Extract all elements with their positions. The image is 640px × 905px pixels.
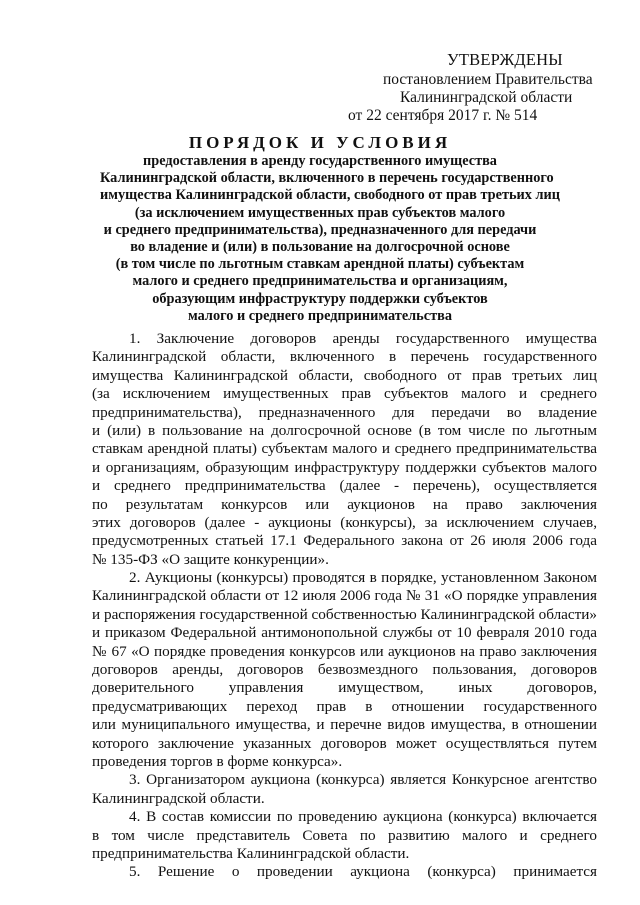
paragraph-1-line: имущества Калининградской области, свободного от прав третьих лиц bbox=[92, 366, 597, 384]
paragraph-1-line: Калининградской области, включенного в перечень государственного bbox=[92, 348, 597, 366]
paragraph-4-line: в том числе представитель Совета по развитию малого и среднего bbox=[92, 826, 597, 844]
paragraph-1-line: предпринимательства), предназначенного для передачи во владение bbox=[92, 403, 597, 421]
document-body bbox=[92, 330, 597, 882]
subtitle-line: (в том числе по льготным ставкам арендной платы) субъектам bbox=[115, 256, 525, 273]
paragraph-2-line: и распоряжения государственной собственностью Калининградской области» bbox=[92, 605, 597, 623]
approval-title: УТВЕРЖДЕНЫ bbox=[447, 50, 563, 69]
paragraph-2-line: договоров аренды, договоров безвозмездного пользования, договоров bbox=[92, 661, 597, 679]
paragraph-3-line: Калининградской области. bbox=[92, 789, 265, 807]
paragraph-4-line: предпринимательства Калининградской области. bbox=[92, 844, 410, 862]
paragraph-1-line: и организациям, образующим инфраструктуру поддержки субъектов малого bbox=[92, 458, 597, 476]
paragraph-2-line: и приказом Федеральной антимонопольной службы от 10 февраля 2010 года bbox=[92, 624, 597, 642]
paragraph-1-line: предусмотренных статьей 17.1 Федерального закона от 26 июля 2006 года bbox=[92, 532, 597, 550]
paragraph-1-line: № 135-ФЗ «О защите конкуренции». bbox=[92, 550, 329, 568]
subtitle-line: предоставления в аренду государственного имущества bbox=[143, 153, 497, 169]
subtitle-line: малого и среднего предпринимательства bbox=[188, 307, 452, 324]
paragraph-1-line: и среднего предпринимательства (далее - перечень), осуществляется bbox=[92, 477, 597, 495]
paragraph-1-line: (за исключением имущественных прав субъектов малого и среднего bbox=[92, 385, 597, 403]
paragraph-1-line: ставкам арендной платы) субъектам малого и среднего предпринимательства bbox=[92, 440, 597, 458]
subtitle-line: и среднего предпринимательства), предназначенного для передачи bbox=[103, 221, 537, 238]
document-subtitle bbox=[100, 153, 561, 325]
subtitle-line: Калининградской области, включенного в перечень государственного bbox=[100, 170, 554, 187]
subtitle-line: малого и среднего предпринимательства и организациям, bbox=[132, 273, 508, 290]
paragraph-2-line: доверительного управления имуществом, иных договоров, bbox=[92, 679, 597, 697]
paragraph-2-line: или муниципального имущества, и перечне видов имущества, в отношении bbox=[92, 716, 597, 734]
paragraph-1-line: и (или) в пользование на долгосрочной основе (в том числе по льготным bbox=[92, 421, 597, 439]
paragraph-2-line: проведения торгов в форме конкурса». bbox=[92, 752, 343, 770]
paragraph-2-line: 2. Аукционы (конкурсы) проводятся в порядке, установленном Законом bbox=[129, 569, 597, 587]
paragraph-4-line: 4. В состав комиссии по проведению аукциона (конкурса) включается bbox=[129, 808, 597, 826]
paragraph-1-line: по результатам конкурсов или аукционов на право заключения bbox=[92, 495, 597, 513]
paragraph-2-line: предусматривающих переход прав в отношении государственного bbox=[92, 697, 597, 715]
approval-date: от 22 сентября 2017 г. № 514 bbox=[348, 107, 538, 124]
subtitle-line: (за исключением имущественных прав субъектов малого bbox=[134, 204, 506, 221]
paragraph-2-line: Калининградской области от 12 июля 2006 года № 31 «О порядке управления bbox=[92, 587, 597, 605]
approval-issuer: постановлением Правительства bbox=[383, 71, 593, 88]
document-title: ПОРЯДОК И УСЛОВИЯ bbox=[188, 133, 452, 152]
paragraph-2-line: № 67 «О порядке проведения конкурсов или аукционов на право заключения bbox=[92, 642, 597, 660]
paragraph-3-line: 3. Организатором аукциона (конкурса) является Конкурсное агентство bbox=[129, 771, 597, 789]
paragraph-2-line: которого заключение указанных договоров может осуществляться путем bbox=[92, 734, 597, 752]
subtitle-line: образующим инфраструктуру поддержки субъектов bbox=[152, 290, 488, 307]
paragraph-1-line: 1. Заключение договоров аренды государственного имущества bbox=[129, 330, 597, 347]
subtitle-line: имущества Калининградской области, свободного от прав третьих лиц bbox=[100, 187, 561, 204]
paragraph-1-line: этих договоров (далее - аукционы (конкурсы), за исключением случаев, bbox=[92, 513, 597, 531]
paragraph-5-line: 5. Решение о проведении аукциона (конкурса) принимается bbox=[129, 863, 597, 881]
approval-region: Калининградской области bbox=[400, 89, 573, 106]
subtitle-line: во владение и (или) в пользование на долгосрочной основе bbox=[130, 239, 510, 256]
